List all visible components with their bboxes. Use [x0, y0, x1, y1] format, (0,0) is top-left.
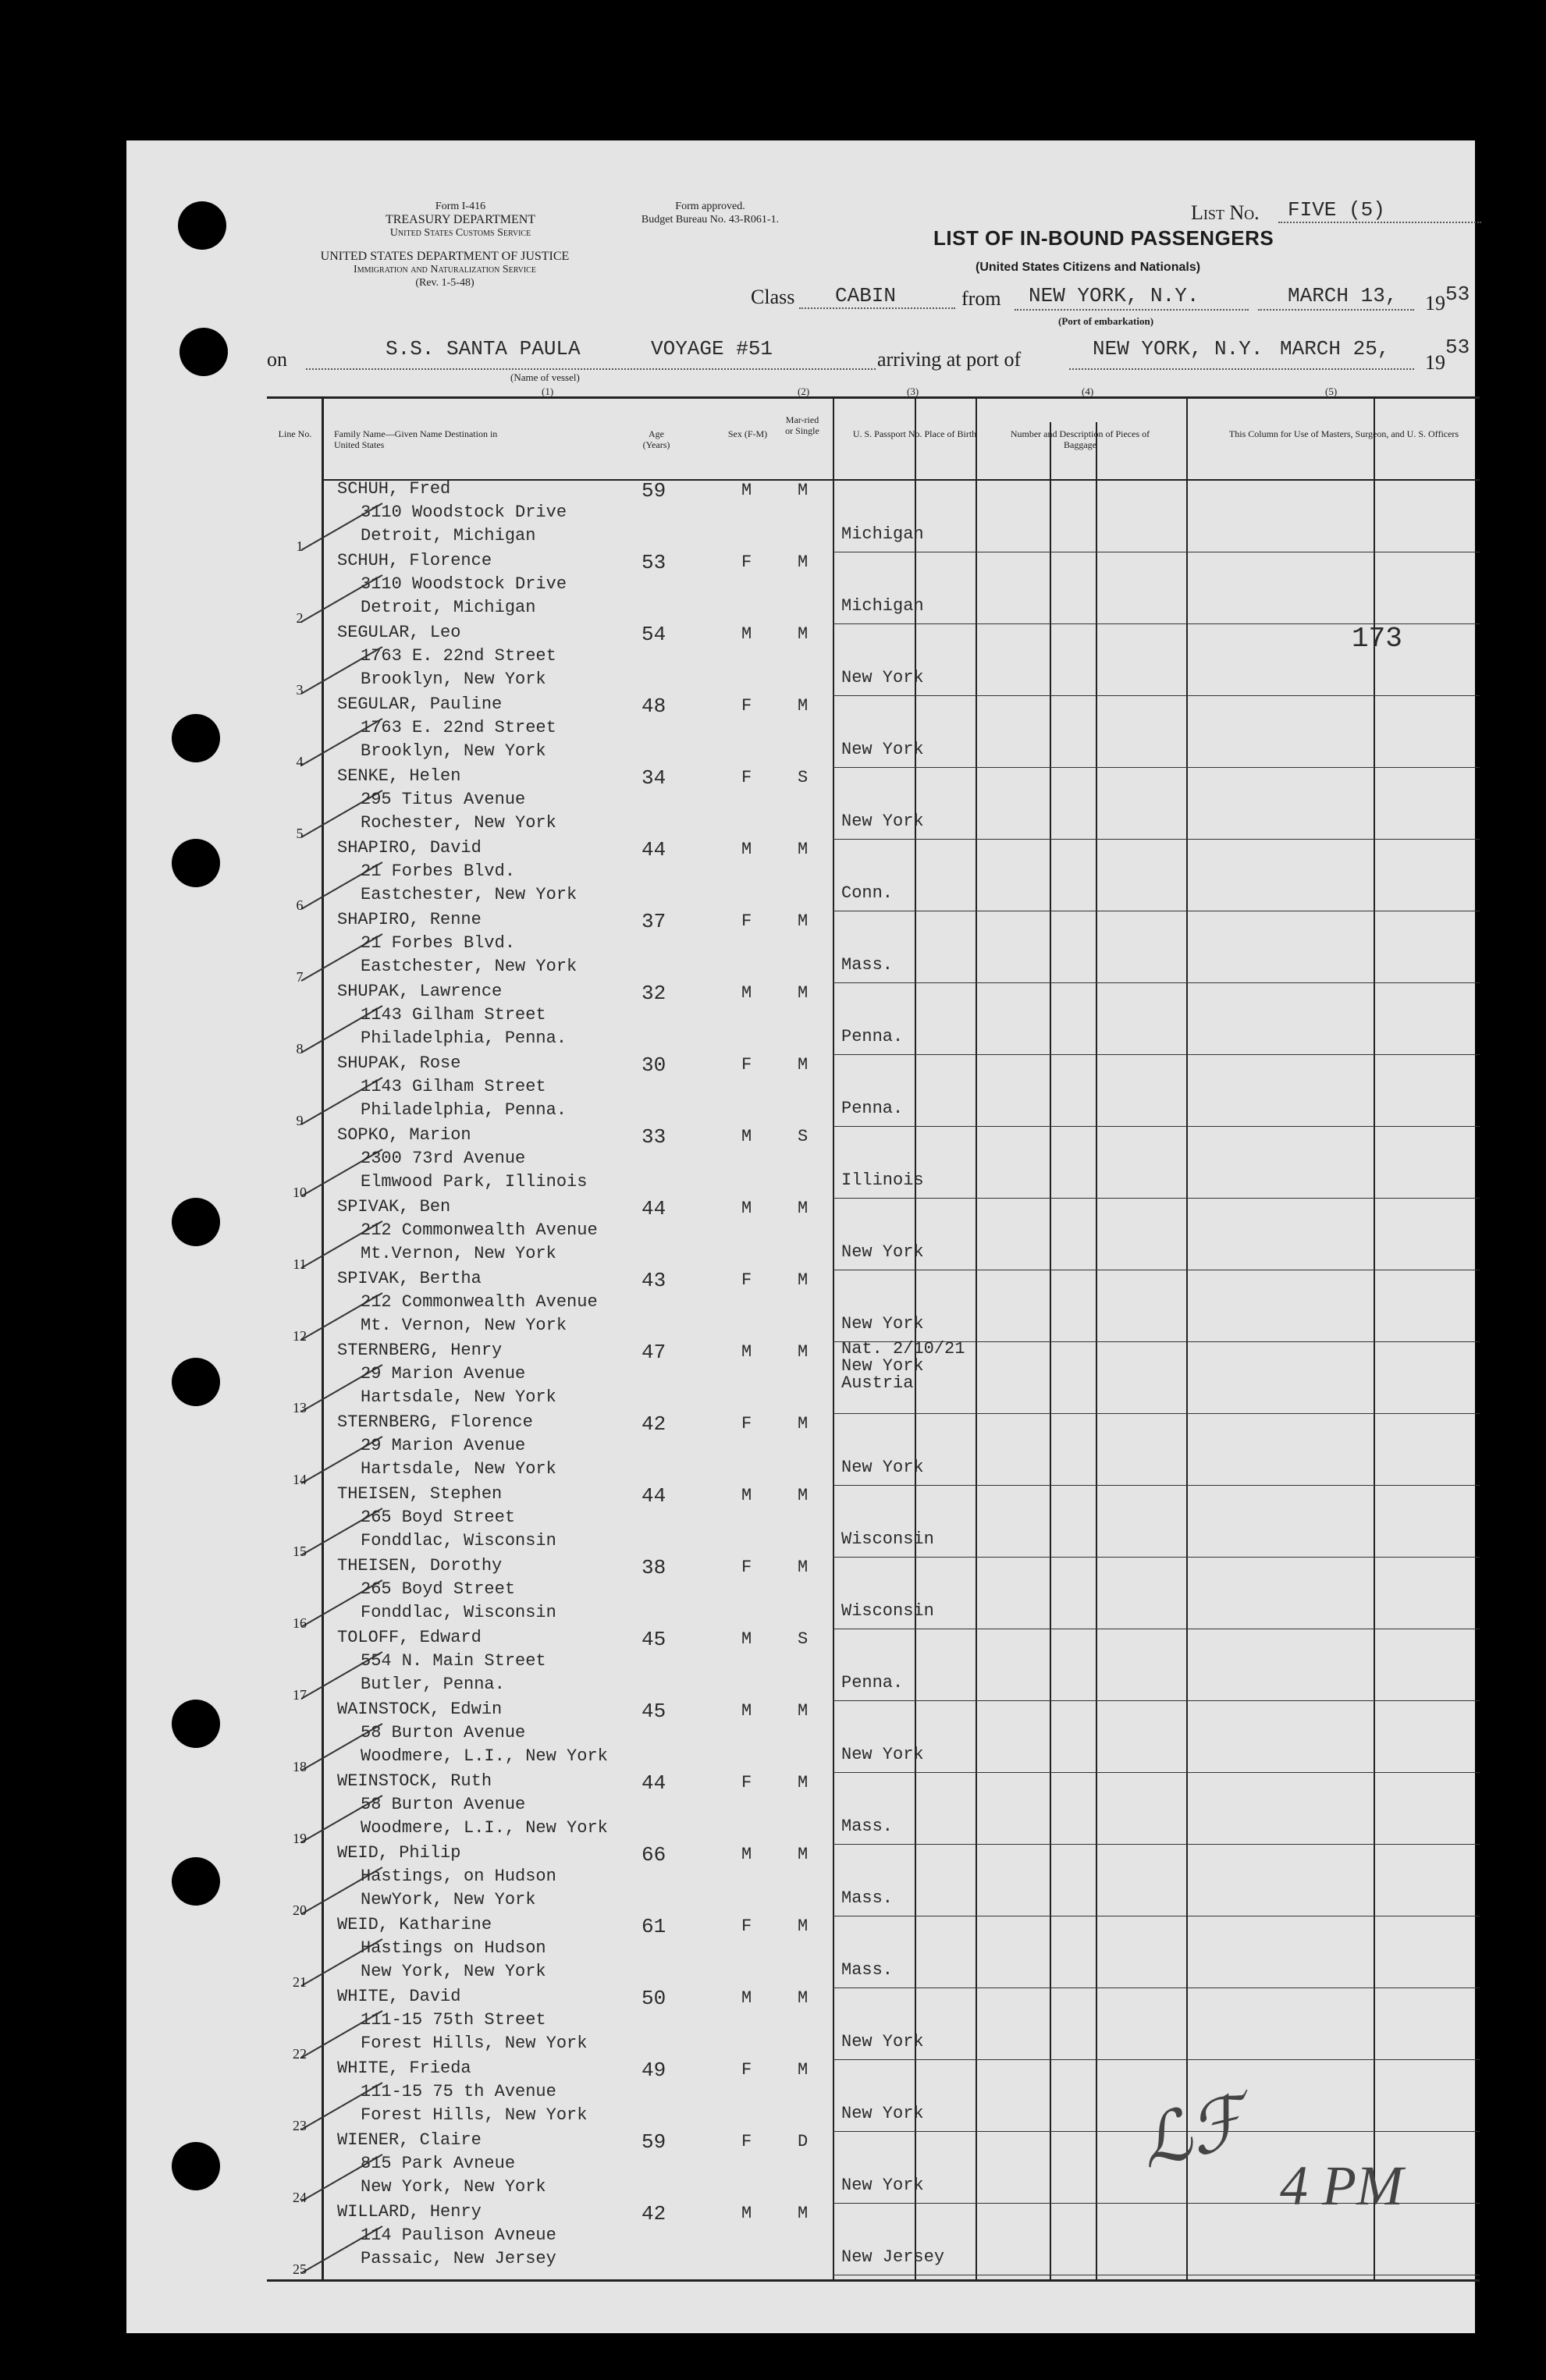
- passenger-sex: M: [741, 1127, 752, 1146]
- passenger-address: 554 N. Main Street: [361, 1651, 546, 1671]
- passenger-marital: M: [798, 696, 809, 716]
- col-header-sex: Sex (F-M): [727, 428, 768, 439]
- col-header-passport: U. S. Passport No. Place of Birth: [852, 428, 977, 439]
- passenger-sex: F: [741, 1270, 752, 1290]
- passenger-age: 45: [642, 1628, 666, 1651]
- passenger-marital: M: [798, 840, 809, 859]
- line-number: 8: [296, 1041, 304, 1057]
- passenger-sex: M: [741, 1629, 752, 1649]
- depart-date-line: [1258, 309, 1414, 311]
- col-num-5: (5): [1325, 385, 1338, 397]
- passenger-sex: F: [741, 1558, 752, 1577]
- place-of-birth: Mass.: [841, 1888, 894, 1908]
- table-row: [267, 552, 1480, 624]
- passenger-address: 114 Paulison Avneue: [361, 2225, 556, 2245]
- passenger-age: 34: [642, 766, 666, 790]
- passenger-name: SCHUH, Florence: [337, 551, 492, 570]
- place-of-birth: Penna.: [841, 1099, 904, 1118]
- line-number: 2: [296, 610, 304, 626]
- place-of-birth: Michigan: [841, 596, 924, 616]
- passenger-age: 61: [642, 1915, 666, 1938]
- passenger-marital: M: [798, 1199, 809, 1218]
- depart-year: 53: [1445, 282, 1470, 306]
- passenger-city: Eastchester, New York: [361, 957, 578, 976]
- class-value: CABIN: [835, 284, 897, 307]
- passenger-address: Hastings, on Hudson: [361, 1867, 556, 1886]
- passenger-sex: F: [741, 1916, 752, 1936]
- passenger-marital: M: [798, 1055, 809, 1075]
- place-of-birth: New York: [841, 2176, 924, 2195]
- line-number: 15: [293, 1543, 307, 1559]
- passenger-address: 29 Marion Avenue: [361, 1436, 526, 1455]
- passenger-sex: F: [741, 911, 752, 931]
- line-number: 23: [293, 2118, 307, 2133]
- line-number: 4: [296, 754, 304, 769]
- passenger-city: Philadelphia, Penna.: [361, 1028, 567, 1048]
- passenger-name: THEISEN, Stephen: [337, 1484, 503, 1504]
- passenger-sex: M: [741, 1342, 752, 1362]
- passenger-sex: M: [741, 481, 752, 500]
- binder-hole: [172, 714, 220, 762]
- passenger-address: 295 Titus Avenue: [361, 790, 526, 809]
- port-embark-value: NEW YORK, N.Y.: [1029, 284, 1199, 307]
- line-number: 3: [296, 682, 304, 698]
- arrival-date: MARCH 25,: [1280, 337, 1390, 361]
- list-no-line: [1278, 222, 1481, 223]
- justice-dept: UNITED STATES DEPARTMENT OF JUSTICE: [320, 250, 570, 263]
- passenger-sex: F: [741, 1773, 752, 1792]
- binder-hole: [172, 839, 220, 887]
- passenger-marital: M: [798, 1342, 809, 1362]
- binder-hole: [179, 328, 228, 376]
- place-of-birth: New Jersey: [841, 2247, 945, 2267]
- line-number: 1: [296, 538, 304, 554]
- table-row: [267, 1486, 1480, 1558]
- place-of-birth: New York: [841, 1314, 924, 1334]
- from-label: from: [961, 287, 1001, 310]
- passenger-city: Hartsdale, New York: [361, 1387, 556, 1407]
- passenger-marital: M: [798, 2060, 809, 2080]
- place-of-birth: Illinois: [841, 1170, 924, 1190]
- justice-header: [250, 250, 640, 290]
- passenger-age: 42: [642, 2202, 666, 2225]
- passenger-address: 815 Park Avneue: [361, 2154, 516, 2173]
- table-row: [267, 481, 1480, 552]
- passenger-age: 30: [642, 1053, 666, 1077]
- passenger-city: Detroit, Michigan: [361, 598, 536, 617]
- form-number: Form I-416: [435, 201, 486, 212]
- vessel-caption: (Name of vessel): [510, 371, 580, 383]
- passenger-city: Brooklyn, New York: [361, 670, 546, 689]
- line-number: 21: [293, 1974, 307, 1990]
- passenger-name: SHUPAK, Lawrence: [337, 982, 503, 1001]
- passenger-name: WEID, Philip: [337, 1843, 461, 1863]
- time-annotation: 4 PM: [1280, 2154, 1403, 2217]
- budget-bureau: Budget Bureau No. 43-R061-1.: [641, 214, 780, 226]
- passenger-address: 2300 73rd Avenue: [361, 1149, 526, 1168]
- line-number: 7: [296, 969, 304, 985]
- passenger-age: 38: [642, 1556, 666, 1579]
- binder-hole: [172, 1198, 220, 1246]
- binder-hole: [172, 1857, 220, 1906]
- class-label: Class: [751, 286, 795, 308]
- line-number: 25: [293, 2261, 307, 2277]
- col-header-line: Line No.: [278, 428, 312, 439]
- passenger-sex: M: [741, 2204, 752, 2223]
- passenger-name: SHUPAK, Rose: [337, 1053, 461, 1073]
- line-number: 19: [293, 1831, 307, 1846]
- passenger-sex: F: [741, 768, 752, 787]
- passenger-age: 47: [642, 1341, 666, 1364]
- table-row: [267, 1916, 1480, 1988]
- passenger-address: 3110 Woodstock Drive: [361, 574, 567, 594]
- passenger-sex: F: [741, 2060, 752, 2080]
- form-title: LIST OF IN-BOUND PASSENGERS: [933, 226, 1274, 250]
- passenger-marital: M: [798, 1486, 809, 1505]
- line-number: 18: [293, 1759, 307, 1774]
- col-num-3: (3): [907, 385, 919, 397]
- department: TREASURY DEPARTMENT: [385, 213, 536, 226]
- customs-service: United States Customs Service: [389, 227, 531, 239]
- voyage: VOYAGE #51: [651, 337, 773, 361]
- table-row: [267, 1845, 1480, 1916]
- arriving-label: arriving at port of: [877, 348, 1022, 371]
- line-number: 9: [296, 1113, 304, 1128]
- col-header-officers: This Column for Use of Masters, Surgeon, and U. S. Officers: [1228, 428, 1459, 439]
- passenger-name: SHAPIRO, Renne: [337, 910, 482, 929]
- port-embark-line: [1015, 309, 1249, 311]
- passenger-marital: S: [798, 1127, 809, 1146]
- depart-date: MARCH 13,: [1288, 284, 1398, 307]
- passenger-city: Fonddlac, Wisconsin: [361, 1531, 556, 1551]
- place-of-birth: Mass.: [841, 1817, 894, 1836]
- passenger-name: WILLARD, Henry: [337, 2202, 482, 2222]
- passenger-city: Detroit, Michigan: [361, 526, 536, 545]
- passenger-age: 44: [642, 1484, 666, 1508]
- arrival-year-prefix: 19: [1425, 351, 1445, 374]
- passenger-address: 111-15 75th Street: [361, 2010, 546, 2030]
- passenger-city: Woodmere, L.I., New York: [361, 1818, 608, 1838]
- passenger-city: Mt.Vernon, New York: [361, 1244, 556, 1263]
- line-number: 16: [293, 1615, 307, 1631]
- passenger-address: 212 Commonwealth Avenue: [361, 1220, 598, 1240]
- place-of-birth: Mass.: [841, 955, 894, 975]
- passenger-age: 44: [642, 838, 666, 861]
- line-number: 24: [293, 2190, 307, 2205]
- table-row: [267, 1701, 1480, 1773]
- passenger-city: NewYork, New York: [361, 1890, 536, 1909]
- passenger-marital: M: [798, 624, 809, 644]
- passenger-age: 49: [642, 2059, 666, 2082]
- place-of-birth: New York: [841, 740, 924, 759]
- passenger-city: Hartsdale, New York: [361, 1459, 556, 1479]
- passenger-address: 21 Forbes Blvd.: [361, 933, 516, 953]
- place-of-birth: New York: [841, 1745, 924, 1764]
- passenger-age: 66: [642, 1843, 666, 1867]
- passenger-age: 44: [642, 1197, 666, 1220]
- passenger-age: 48: [642, 694, 666, 718]
- line-number: 17: [293, 1687, 307, 1703]
- port-embark-caption: (Port of embarkation): [1058, 315, 1154, 327]
- binder-hole: [172, 1700, 220, 1748]
- table-row: [267, 624, 1480, 696]
- passenger-city: Philadelphia, Penna.: [361, 1100, 567, 1120]
- place-of-birth: Mass.: [841, 1960, 894, 1980]
- list-no-value: FIVE (5): [1288, 198, 1385, 222]
- passenger-name: WAINSTOCK, Edwin: [337, 1700, 503, 1719]
- class-line: [799, 307, 955, 309]
- passenger-sex: M: [741, 1845, 752, 1864]
- vessel-line: [306, 368, 876, 370]
- passenger-name: WHITE, Frieda: [337, 2059, 471, 2078]
- passenger-name: SEGULAR, Pauline: [337, 694, 503, 714]
- passenger-name: SPIVAK, Bertha: [337, 1269, 482, 1288]
- col-header-age: Age (Years): [642, 428, 670, 450]
- place-of-birth: Penna.: [841, 1027, 904, 1046]
- place-of-birth: New York: [841, 1458, 924, 1477]
- place-of-birth: Wisconsin: [841, 1529, 934, 1549]
- vessel-name: S.S. SANTA PAULA: [386, 337, 581, 361]
- place-of-birth: New York: [841, 2032, 924, 2051]
- table-row: [267, 1127, 1480, 1199]
- depart-year-prefix: 19: [1425, 292, 1445, 314]
- passenger-marital: M: [798, 1414, 809, 1433]
- passenger-sex: M: [741, 983, 752, 1003]
- passenger-name: STERNBERG, Florence: [337, 1412, 533, 1432]
- passenger-address: 111-15 75 th Avenue: [361, 2082, 556, 2101]
- line-number: 13: [293, 1400, 307, 1416]
- line-number: 20: [293, 1902, 307, 1918]
- passenger-marital: M: [798, 2204, 809, 2223]
- passenger-address: 29 Marion Avenue: [361, 1364, 526, 1384]
- passenger-marital: M: [798, 911, 809, 931]
- table-row: [267, 696, 1480, 768]
- passenger-city: Brooklyn, New York: [361, 741, 546, 761]
- place-of-birth: Wisconsin: [841, 1601, 934, 1621]
- arrival-port-line: [1069, 368, 1414, 370]
- passenger-city: Forest Hills, New York: [361, 2034, 588, 2053]
- form-approved: [593, 200, 827, 226]
- place-of-birth: Michigan: [841, 524, 924, 544]
- binder-hole: [172, 2142, 220, 2190]
- passenger-address: 3110 Woodstock Drive: [361, 503, 567, 522]
- passenger-sex: F: [741, 2132, 752, 2151]
- line-number: 11: [293, 1256, 307, 1272]
- passenger-marital: D: [798, 2132, 809, 2151]
- table-row: [267, 1773, 1480, 1845]
- passenger-age: 59: [642, 2130, 666, 2154]
- place-of-birth: New York: [841, 668, 924, 687]
- place-of-birth: New York: [841, 812, 924, 831]
- passenger-sex: F: [741, 1055, 752, 1075]
- table-row: [267, 1199, 1480, 1270]
- place-of-birth: Penna.: [841, 1673, 904, 1693]
- table-row: [267, 840, 1480, 911]
- binder-hole: [178, 201, 226, 250]
- passenger-city: Passaic, New Jersey: [361, 2249, 556, 2268]
- passenger-age: 59: [642, 479, 666, 503]
- passenger-marital: M: [798, 1270, 809, 1290]
- passenger-marital: M: [798, 1988, 809, 2008]
- passenger-address: 21 Forbes Blvd.: [361, 861, 516, 881]
- place-of-birth: New York: [841, 2104, 924, 2123]
- passenger-address: 1143 Gilham Street: [361, 1077, 546, 1096]
- table-row: [267, 1339, 1480, 1416]
- arrival-port: NEW YORK, N.Y.: [1093, 337, 1263, 361]
- passenger-name: SHAPIRO, David: [337, 838, 482, 858]
- form-header-left: [297, 200, 624, 240]
- approved-text: Form approved.: [675, 201, 745, 212]
- table-row: [267, 983, 1480, 1055]
- line-number: 12: [293, 1328, 307, 1344]
- passenger-age: 44: [642, 1771, 666, 1795]
- col-num-1: (1): [542, 385, 554, 397]
- binder-hole: [172, 1358, 220, 1406]
- passenger-marital: M: [798, 1916, 809, 1936]
- passenger-table: [267, 396, 1480, 2282]
- passenger-sex: F: [741, 696, 752, 716]
- passenger-age: 45: [642, 1700, 666, 1723]
- passenger-marital: M: [798, 1773, 809, 1792]
- on-label: on: [267, 348, 287, 371]
- col-num-2: (2): [798, 385, 810, 397]
- line-number: 6: [296, 897, 304, 913]
- passenger-address: 1143 Gilham Street: [361, 1005, 546, 1025]
- passenger-sex: M: [741, 1988, 752, 2008]
- passenger-age: 43: [642, 1269, 666, 1292]
- passenger-address: 58 Burton Avenue: [361, 1795, 526, 1814]
- passenger-sex: F: [741, 1414, 752, 1433]
- passenger-city: Mt. Vernon, New York: [361, 1316, 567, 1335]
- passenger-name: SPIVAK, Ben: [337, 1197, 451, 1217]
- col-header-name: Family Name—Given Name Destination in United States: [334, 428, 498, 450]
- col-header-baggage: Number and Description of Pieces of Baggage: [1010, 428, 1150, 450]
- passenger-sex: F: [741, 552, 752, 572]
- passenger-marital: S: [798, 1629, 809, 1649]
- table-row: [267, 1988, 1480, 2060]
- official-signature: ℒℱ: [1132, 2083, 1253, 2183]
- passenger-marital: M: [798, 481, 809, 500]
- passenger-marital: M: [798, 552, 809, 572]
- passenger-name: WEID, Katharine: [337, 1915, 492, 1934]
- passenger-name: THEISEN, Dorothy: [337, 1556, 503, 1575]
- line-number: 14: [293, 1472, 307, 1487]
- passenger-name: WHITE, David: [337, 1987, 461, 2006]
- col-num-4: (4): [1082, 385, 1094, 397]
- passenger-name: SENKE, Helen: [337, 766, 461, 786]
- passenger-age: 37: [642, 910, 666, 933]
- passenger-city: Fonddlac, Wisconsin: [361, 1603, 556, 1622]
- revision: (Rev. 1-5-48): [415, 277, 474, 289]
- passenger-sex: M: [741, 840, 752, 859]
- col-header-married: Mar-ried or Single: [785, 414, 819, 436]
- passenger-name: TOLOFF, Edward: [337, 1628, 482, 1647]
- table-row: [267, 1055, 1480, 1127]
- passenger-city: Woodmere, L.I., New York: [361, 1746, 608, 1766]
- passenger-marital: M: [798, 1701, 809, 1721]
- line-number: 22: [293, 2046, 307, 2062]
- passenger-address: 1763 E. 22nd Street: [361, 646, 556, 666]
- place-of-birth: Conn.: [841, 883, 894, 903]
- passenger-address: 1763 E. 22nd Street: [361, 718, 556, 737]
- passenger-name: WEINSTOCK, Ruth: [337, 1771, 492, 1791]
- passenger-address: 58 Burton Avenue: [361, 1723, 526, 1742]
- passenger-sex: M: [741, 1701, 752, 1721]
- table-row: [267, 1558, 1480, 1629]
- passenger-name: SOPKO, Marion: [337, 1125, 471, 1145]
- table-row: [267, 1270, 1480, 1342]
- passenger-name: STERNBERG, Henry: [337, 1341, 503, 1360]
- passenger-sex: M: [741, 1486, 752, 1505]
- passenger-name: SEGULAR, Leo: [337, 623, 461, 642]
- passenger-name: SCHUH, Fred: [337, 479, 451, 499]
- passenger-address: 212 Commonwealth Avenue: [361, 1292, 598, 1312]
- passenger-city: Elmwood Park, Illinois: [361, 1172, 588, 1192]
- table-row: [267, 911, 1480, 983]
- place-of-birth: New York: [841, 1242, 924, 1262]
- passenger-marital: M: [798, 1845, 809, 1864]
- passenger-city: Forest Hills, New York: [361, 2105, 588, 2125]
- passenger-city: Rochester, New York: [361, 813, 556, 833]
- table-row: [267, 1629, 1480, 1701]
- place-of-birth: Nat. 2/10/21 New York Austria: [841, 1339, 965, 1393]
- passenger-age: 32: [642, 982, 666, 1005]
- passenger-age: 42: [642, 1412, 666, 1436]
- passenger-age: 33: [642, 1125, 666, 1149]
- table-row: [267, 1414, 1480, 1486]
- passenger-city: Eastchester, New York: [361, 885, 578, 904]
- passenger-address: 265 Boyd Street: [361, 1579, 516, 1599]
- annotation-number: 173: [1352, 623, 1402, 655]
- arrival-year: 53: [1445, 336, 1470, 359]
- passenger-age: 53: [642, 551, 666, 574]
- passenger-sex: M: [741, 1199, 752, 1218]
- passenger-city: New York, New York: [361, 2177, 546, 2197]
- table-row: [267, 768, 1480, 840]
- list-no-label: List No.: [1191, 201, 1260, 224]
- passenger-name: WIENER, Claire: [337, 2130, 482, 2150]
- passenger-city: New York, New York: [361, 1962, 546, 1981]
- passenger-address: 265 Boyd Street: [361, 1508, 516, 1527]
- line-number: 5: [296, 826, 304, 841]
- passenger-marital: S: [798, 768, 809, 787]
- passenger-marital: M: [798, 983, 809, 1003]
- table-row: [267, 2060, 1480, 2132]
- passenger-age: 50: [642, 1987, 666, 2010]
- line-number: 10: [293, 1185, 307, 1200]
- ins-service: Immigration and Naturalization Service: [354, 264, 536, 275]
- passenger-address: Hastings on Hudson: [361, 1938, 546, 1958]
- passenger-sex: M: [741, 624, 752, 644]
- passenger-age: 54: [642, 623, 666, 646]
- passenger-marital: M: [798, 1558, 809, 1577]
- form-subtitle: (United States Citizens and Nationals): [976, 261, 1201, 274]
- passenger-city: Butler, Penna.: [361, 1675, 505, 1694]
